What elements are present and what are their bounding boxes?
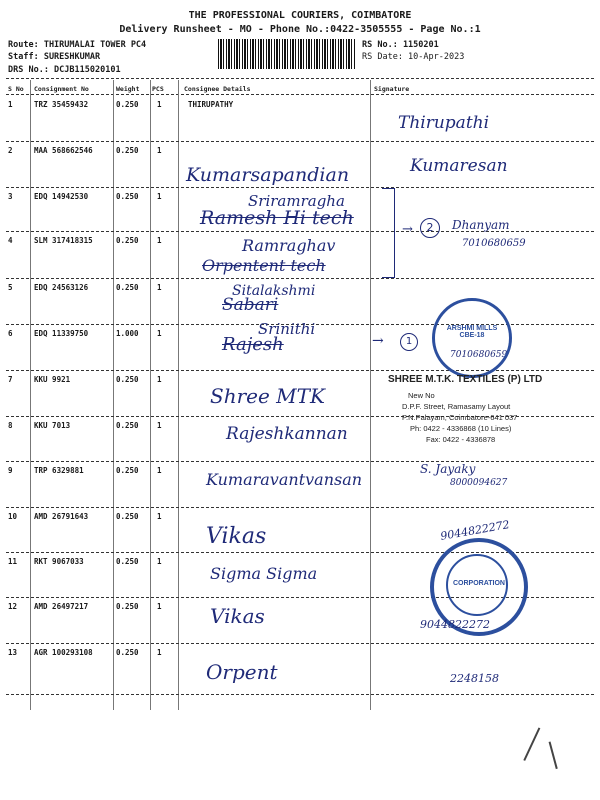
col-divider	[370, 80, 371, 710]
row-divider	[6, 461, 594, 462]
mtk-stamp-line: Fax: 0422 - 4336878	[426, 435, 496, 444]
mtk-stamp-name: SHREE M.T.K. TEXTILES (P) LTD	[388, 374, 543, 385]
handwritten-consignee: Rajesh	[222, 334, 284, 355]
row-consignment-no: AMD 26497217	[34, 602, 89, 611]
row-consignment-no: KKU 7013	[34, 421, 71, 430]
row-divider	[6, 694, 594, 695]
row-weight: 0.250	[116, 648, 139, 657]
row-pcs: 1	[157, 375, 162, 384]
row-divider	[6, 278, 594, 279]
row-divider	[6, 187, 594, 188]
row-pcs: 1	[157, 329, 162, 338]
row-sno: 10	[8, 512, 18, 521]
handwritten-signature: 2248158	[450, 672, 499, 685]
row-divider	[6, 370, 594, 371]
handwritten-circle-mark: 2	[420, 218, 440, 238]
handwritten-arrow: →	[372, 333, 384, 349]
row-pcs: 1	[157, 648, 162, 657]
scan-mark	[549, 739, 568, 769]
handwritten-consignee: Vikas	[210, 604, 265, 628]
row-sno: 1	[8, 100, 13, 109]
handwritten-consignee: Sriramragha	[248, 192, 345, 210]
row-pcs: 1	[157, 466, 162, 475]
col-header-consignee: Consignee Details	[184, 85, 251, 93]
rs-number: RS No.: 1150201	[362, 40, 439, 50]
col-divider	[113, 80, 114, 710]
handwritten-consignee: Ramesh Hi tech	[200, 207, 354, 229]
row-consignment-no: EDQ 24563126	[34, 283, 89, 292]
handwritten-arrow: →	[402, 222, 413, 237]
row-consignment-no: RKT 9067033	[34, 557, 84, 566]
row-consignment-no: SLM 317418315	[34, 236, 93, 245]
col-divider	[178, 80, 179, 710]
row-consignment-no: KKU 9921	[34, 375, 71, 384]
row-sno: 8	[8, 421, 13, 430]
row-sno: 12	[8, 602, 18, 611]
row-weight: 0.250	[116, 466, 139, 475]
handwritten-consignee: Rajeshkannan	[226, 424, 348, 444]
row-weight: 1.000	[116, 329, 139, 338]
handwritten-consignee: Sitalakshmi	[232, 283, 316, 299]
row-consignee: THIRUPATHY	[188, 100, 234, 109]
handwritten-consignee: Kumarsapandian	[186, 164, 350, 186]
row-divider	[6, 507, 594, 508]
handwritten-signature: Thirupathi	[398, 113, 490, 133]
handwritten-consignee: Vikas	[206, 524, 267, 549]
handwritten-bracket	[382, 188, 395, 278]
corporation-round-stamp: CORPORATION	[430, 538, 528, 636]
handwritten-phone: 7010680659	[462, 238, 526, 249]
row-pcs: 1	[157, 512, 162, 521]
row-pcs: 1	[157, 602, 162, 611]
row-consignment-no: AMD 26791643	[34, 512, 89, 521]
row-sno: 5	[8, 283, 13, 292]
handwritten-signature: 9044822272	[420, 618, 490, 631]
mtk-stamp-line: New No	[408, 391, 435, 400]
row-consignment-no: MAA 568662546	[34, 146, 93, 155]
runsheet-subtitle: Delivery Runsheet - MO - Phone No.:0422-3505555 - Page No.:1	[119, 24, 481, 35]
row-sno: 11	[8, 557, 18, 566]
row-weight: 0.250	[116, 375, 139, 384]
row-sno: 9	[8, 466, 13, 475]
handwritten-signature: Dhanyam	[452, 218, 510, 232]
row-pcs: 1	[157, 557, 162, 566]
header-bottom-rule	[6, 94, 594, 95]
staff-label: Staff: SURESHKUMAR	[8, 52, 101, 62]
col-header-weight: Weight	[116, 85, 140, 93]
row-sno: 6	[8, 329, 13, 338]
mills-round-stamp: ARSHMI MILLS CBE-18	[432, 298, 512, 378]
row-consignment-no: TRP 6329881	[34, 466, 84, 475]
row-weight: 0.250	[116, 421, 139, 430]
row-weight: 0.250	[116, 557, 139, 566]
mtk-stamp-line: D.P.F. Street, Ramasamy Layout	[402, 402, 511, 411]
mtk-stamp-line: Ph: 0422 - 4336868 (10 Lines)	[410, 424, 512, 433]
row-pcs: 1	[157, 192, 162, 201]
drs-label: DRS No.: DCJB115020101	[8, 65, 121, 75]
handwritten-phone: 7010680659	[450, 350, 508, 360]
handwritten-consignee: Orpent	[206, 660, 278, 684]
col-divider	[30, 80, 31, 710]
col-divider	[150, 80, 151, 710]
row-weight: 0.250	[116, 192, 139, 201]
handwritten-consignee: Ramraghav	[242, 236, 336, 255]
row-sno: 2	[8, 146, 13, 155]
row-consignment-no: EDQ 11339750	[34, 329, 89, 338]
row-sno: 13	[8, 648, 18, 657]
row-weight: 0.250	[116, 602, 139, 611]
handwritten-phone: 8000094627	[450, 478, 508, 488]
row-sno: 4	[8, 236, 13, 245]
row-divider	[6, 643, 594, 644]
row-sno: 7	[8, 375, 13, 384]
row-pcs: 1	[157, 236, 162, 245]
route-label: Route: THIRUMALAI TOWER PC4	[8, 40, 147, 50]
row-weight: 0.250	[116, 100, 139, 109]
mtk-stamp-line: P.N.Palayam, Coimbatore-641 037	[402, 413, 518, 422]
row-consignment-no: AGR 100293108	[34, 648, 93, 657]
handwritten-consignee: Kumaravantvansan	[206, 470, 363, 489]
handwritten-signature: S. Jayaky	[420, 462, 476, 476]
row-sno: 3	[8, 192, 13, 201]
row-consignment-no: EDQ 14942530	[34, 192, 89, 201]
row-weight: 0.250	[116, 146, 139, 155]
handwritten-consignee: Srinithi	[258, 320, 316, 338]
handwritten-circle-mark: 1	[400, 333, 418, 351]
col-header-consignment: Consignment No	[34, 85, 89, 93]
col-header-signature: Signature	[374, 85, 410, 93]
handwritten-consignee: Orpentent tech	[202, 256, 326, 275]
row-pcs: 1	[157, 421, 162, 430]
handwritten-consignee: Sabari	[222, 295, 279, 315]
handwritten-consignee: Shree MTK	[210, 384, 325, 408]
handwritten-signature: 9044822272	[439, 518, 511, 543]
barcode	[218, 39, 356, 69]
row-weight: 0.250	[116, 283, 139, 292]
handwritten-consignee: Sigma Sigma	[210, 564, 318, 583]
row-pcs: 1	[157, 100, 162, 109]
row-divider	[6, 141, 594, 142]
col-header-pcs: PCS	[152, 85, 164, 93]
row-weight: 0.250	[116, 512, 139, 521]
row-consignment-no: TRZ 35459432	[34, 100, 89, 109]
company-title: THE PROFESSIONAL COURIERS, COIMBATORE	[188, 10, 412, 21]
header-top-rule	[6, 78, 594, 79]
row-pcs: 1	[157, 146, 162, 155]
handwritten-signature: Kumaresan	[410, 156, 508, 176]
row-weight: 0.250	[116, 236, 139, 245]
col-header-sno: S No	[8, 85, 24, 93]
row-pcs: 1	[157, 283, 162, 292]
rs-date: RS Date: 10-Apr-2023	[362, 52, 465, 62]
